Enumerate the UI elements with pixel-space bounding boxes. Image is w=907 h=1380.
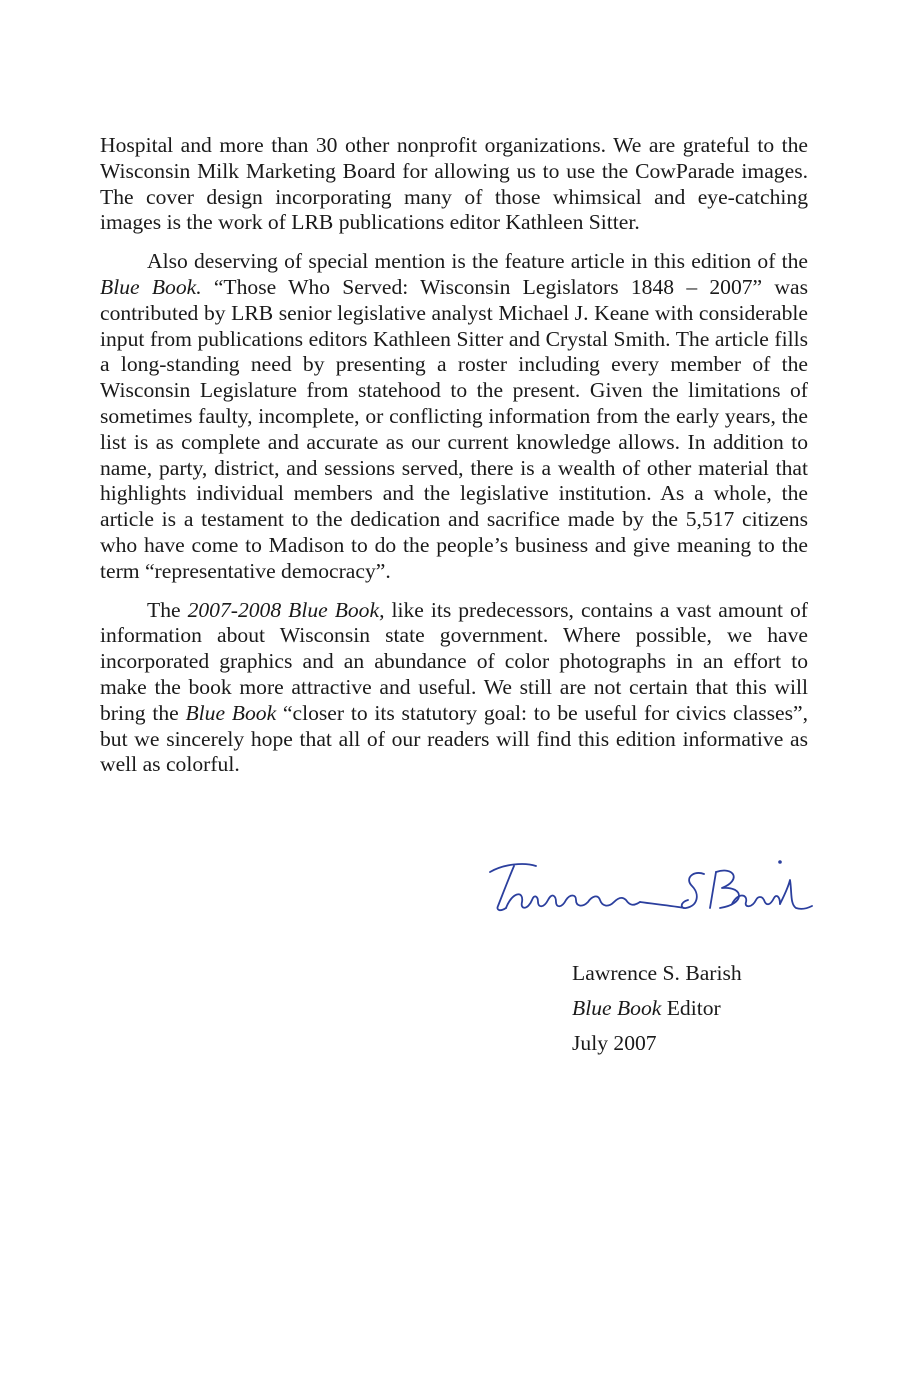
handwritten-signature (484, 852, 814, 922)
p2-text-b: “Those Who Served: Wisconsin Legislators 1848 – 2007” was contributed by LRB senior legislative analyst Michael J. Keane with considerable input from publications editors Kathleen Sitter and Crystal Smith. The article fills a long-standing need by presenting a roster including every member of the Wisconsin Legislature from statehood to the present. Given the limitations of sometimes faulty, incomplete, or conflicting information from the early years, the list is as complete and accurate as our current knowledge allows. In addition to name, party, district, and sessions served, there is a wealth of other material that highlights individual members and the legislative institution. As a whole, the article is a testament to the dedication and sacrifice made by the 5,517 citizens who have come to Madison to do the people’s business and give meaning to the term “representative democracy”. (100, 274, 808, 583)
signer-name: Lawrence S. Barish (572, 961, 742, 985)
signer-title-rest: Editor (661, 996, 721, 1020)
p3-text-a: The (147, 597, 188, 622)
p3-text-c: “closer to its statutory goal: to be useful for civics classes”, but we sincerely hope that all of our readers will find this edition informative as well as colorful. (100, 700, 808, 777)
p1-text: Hospital and more than 30 other nonprofit organizations. We are grateful to the Wisconsin Milk Marketing Board for allowing us to use the CowParade images. The cover design incorporating many of those whimsical and eye-catching images is the work of LRB publications editor Kathleen Sitter. (100, 133, 808, 235)
signature-block (572, 956, 742, 1061)
paragraph-1 (100, 133, 808, 236)
p2-italic-blue-book: Blue Book. (100, 274, 202, 299)
paragraph-3 (100, 598, 808, 779)
document-body (100, 133, 808, 791)
p3-italic-edition: 2007-2008 Blue Book, (187, 597, 385, 622)
signer-title (572, 991, 742, 1026)
signer-title-italic: Blue Book (572, 996, 662, 1020)
p3-italic-blue-book: Blue Book (185, 700, 277, 725)
signature-date: July 2007 (572, 1031, 657, 1055)
p3-text-b: like its predecessors, contains a vast amount of information about Wisconsin state government. Where possible, we have incorporated graphics and an abundance of color photographs in an effort to make the book more attractive and useful. We still are not certain that this will bring the (100, 597, 808, 725)
paragraph-2 (100, 249, 808, 584)
p2-text-a: Also deserving of special mention is the feature article in this edition of the (147, 249, 808, 274)
